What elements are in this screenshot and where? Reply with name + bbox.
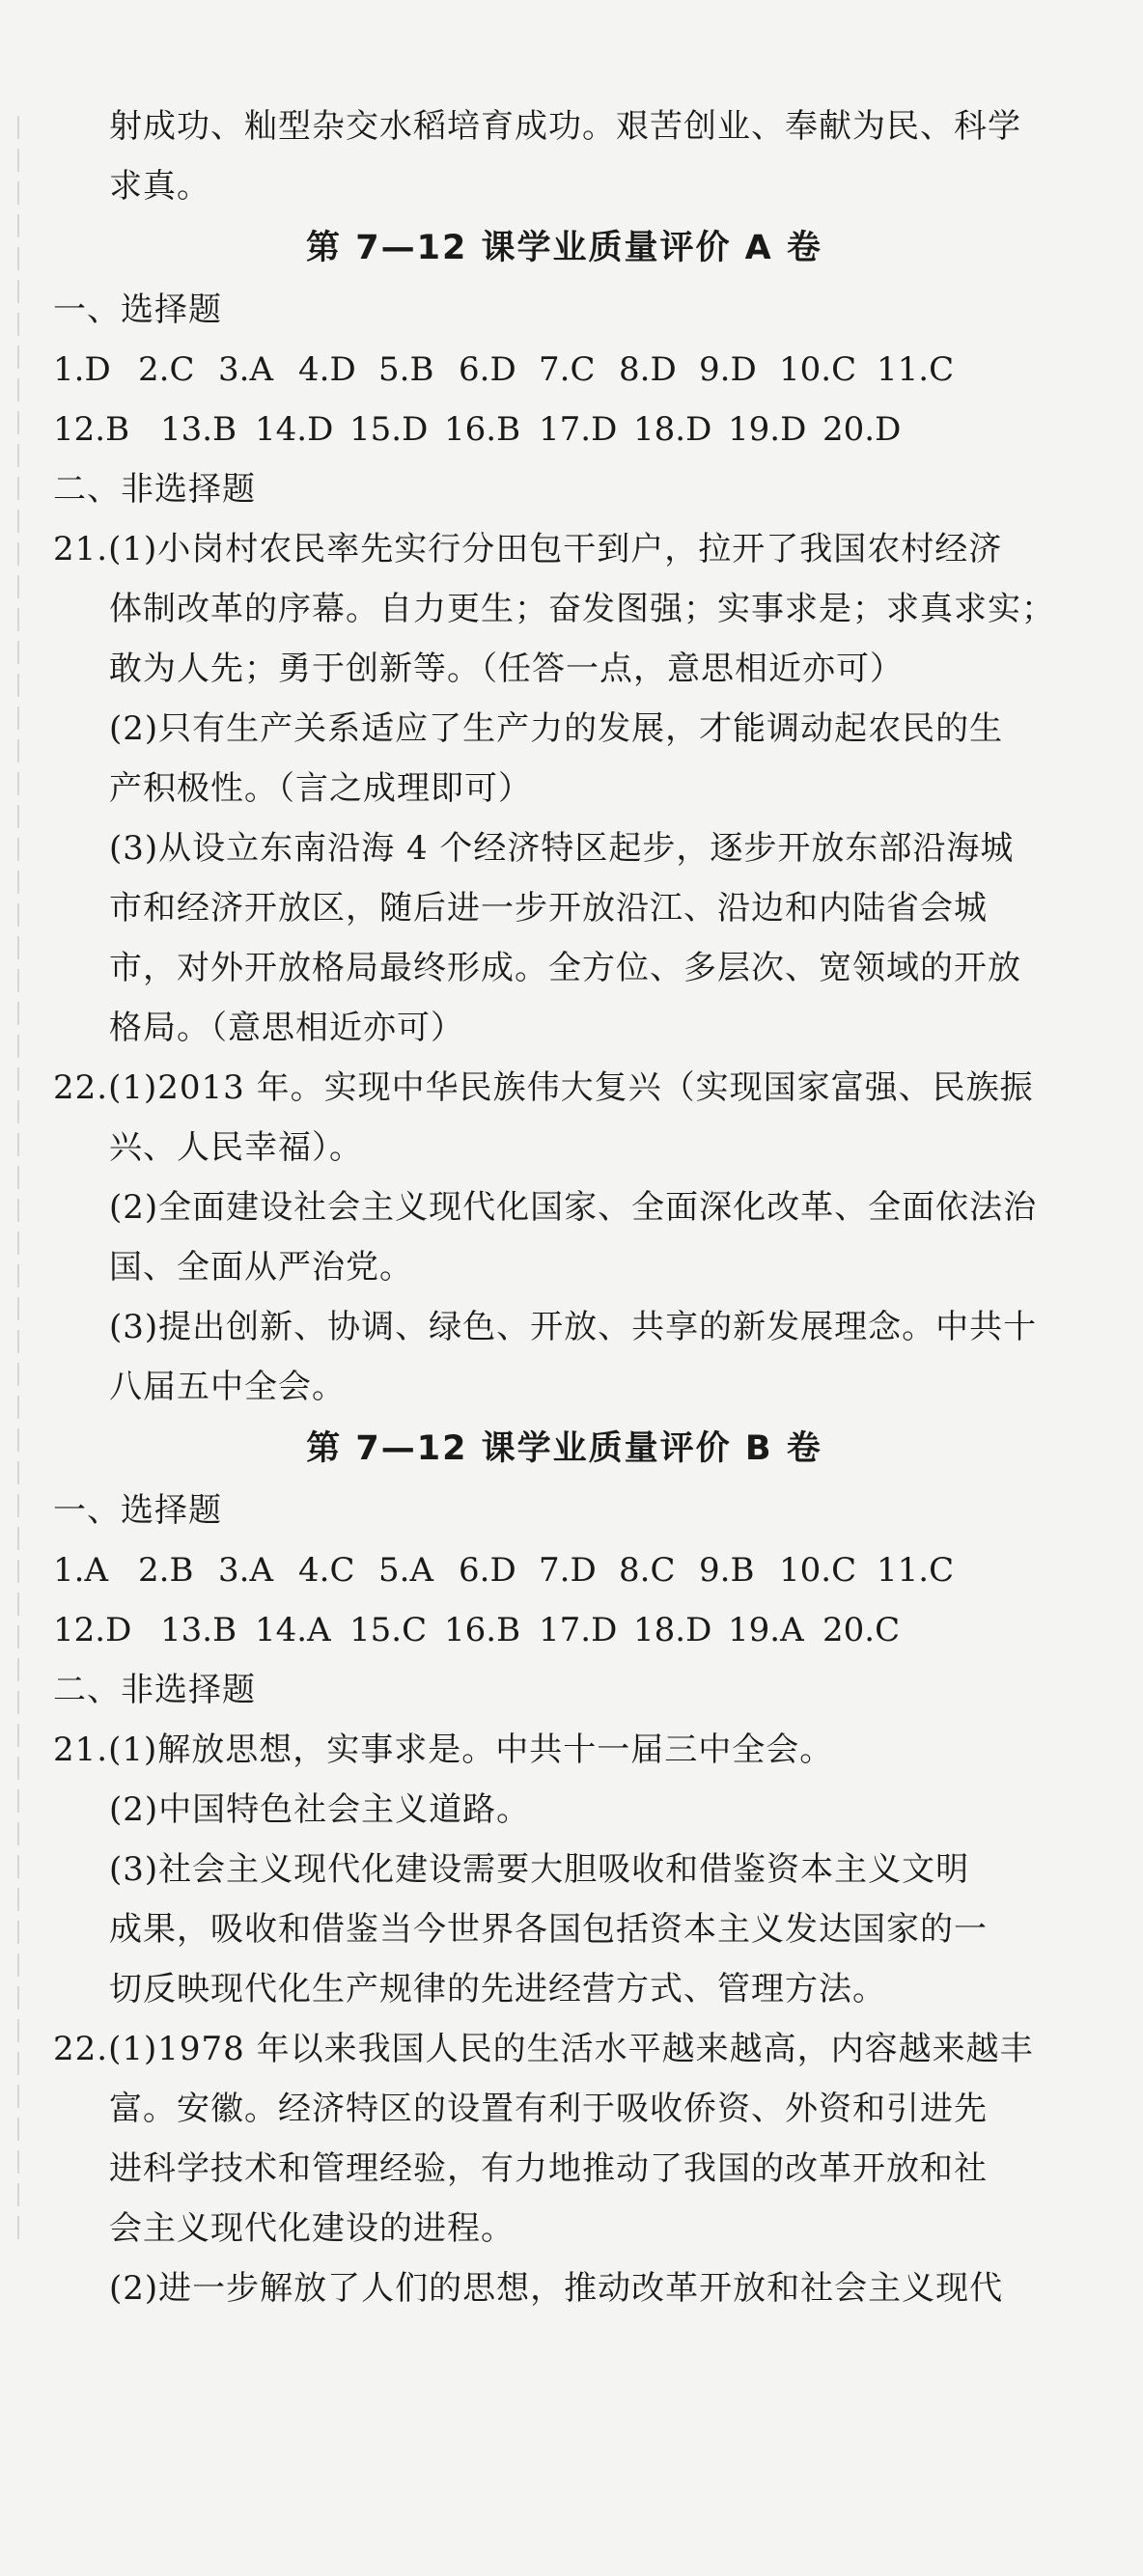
question-22 (53, 2019, 1075, 2318)
text-line: 21.(1)小岗村农民率先实行分田包干到户，拉开了我国农村经济 (53, 530, 1003, 568)
nonchoice-heading: 二、非选择题 (53, 1671, 256, 1709)
answer-item: 5.B (378, 350, 434, 389)
answer-item: 15.D (349, 410, 429, 449)
text-line: (3)提出创新、协调、绿色、开放、共享的新发展理念。中共十 (109, 1308, 1038, 1346)
text-line: 21.(1)解放思想，实事求是。中共十一届三中全会。 (53, 1731, 834, 1769)
text-line: (3)社会主义现代化建设需要大胆吸收和借鉴资本主义文明 (109, 1850, 970, 1889)
text-line: 格局。（意思相近亦可） (109, 1009, 464, 1047)
answer-item: 10.C (779, 350, 857, 389)
answer-item: 14.D (255, 410, 334, 449)
text-line: 进科学技术和管理经验，有力地推动了我国的改革开放和社 (109, 2149, 988, 2188)
text-line: (3)从设立东南沿海 4 个经济特区起步，逐步开放东部沿海城 (109, 829, 1015, 868)
answers-row-1 (53, 340, 1075, 400)
answer-item: 4.D (298, 350, 356, 389)
question-22 (53, 1058, 1075, 1417)
section-b-title: 第 7—12 课学业质量评价 B 卷 (306, 1429, 822, 1468)
text-line: 八届五中全会。 (109, 1368, 346, 1406)
text-line: 成果，吸收和借鉴当今世界各国包括资本主义发达国家的一 (109, 1910, 988, 1949)
answer-item: 13.B (160, 410, 237, 449)
text-line: 产积极性。（言之成理即可） (109, 769, 532, 808)
answer-item: 8.D (619, 350, 677, 389)
answer-item: 13.B (160, 1611, 237, 1649)
text-line: (2)只有生产关系适应了生产力的发展，才能调动起农民的生 (109, 709, 1004, 748)
text-line: 会主义现代化建设的进程。 (109, 2209, 515, 2248)
answer-item: 4.C (298, 1551, 355, 1590)
intro-paragraph (53, 97, 1075, 216)
answer-item: 17.D (539, 410, 618, 449)
answer-item: 18.D (633, 1611, 712, 1649)
section-a (53, 216, 1075, 1417)
answer-item: 9.D (699, 350, 757, 389)
text-line: 射成功、籼型杂交水稻培育成功。艰苦创业、奉献为民、科学 (109, 107, 1021, 146)
text-line: (2)进一步解放了人们的思想，推动改革开放和社会主义现代 (109, 2269, 1004, 2308)
answer-item: 15.C (349, 1611, 428, 1649)
text-line: 市和经济开放区，随后进一步开放沿江、沿边和内陆省会城 (109, 889, 988, 928)
answer-item: 11.C (877, 350, 955, 389)
section-b (53, 1417, 1075, 2318)
answer-item: 19.D (728, 410, 807, 449)
answer-item: 7.C (539, 350, 596, 389)
answer-item: 11.C (877, 1551, 955, 1590)
answers-row-1 (53, 1540, 1075, 1600)
answer-item: 8.C (619, 1551, 676, 1590)
answer-item: 12.B (53, 410, 130, 449)
answer-item: 20.C (822, 1611, 901, 1649)
answer-item: 16.B (444, 410, 521, 449)
text-line: 国、全面从严治党。 (109, 1248, 413, 1287)
answer-item: 2.B (138, 1551, 194, 1590)
answer-item: 14.A (255, 1611, 331, 1649)
answer-item: 5.A (378, 1551, 433, 1590)
answer-item: 3.A (218, 1551, 273, 1590)
answers-row-2 (53, 1600, 1075, 1660)
answer-item: 1.A (53, 1551, 108, 1590)
section-a-title: 第 7—12 课学业质量评价 A 卷 (306, 229, 822, 267)
answer-item: 12.D (53, 1611, 132, 1649)
answer-item: 6.D (459, 1551, 516, 1590)
text-line: 22.(1)2013 年。实现中华民族伟大复兴（实现国家富强、民族振 (53, 1068, 1034, 1107)
text-line: (2)中国特色社会主义道路。 (109, 1790, 531, 1829)
text-line: 体制改革的序幕。自力更生；奋发图强；实事求是；求真求实； (109, 590, 1055, 628)
text-line: 22.(1)1978 年以来我国人民的生活水平越来越高，内容越来越丰 (53, 2030, 1034, 2068)
text-line: 富。安徽。经济特区的设置有利于吸收侨资、外资和引进先 (109, 2090, 988, 2128)
text-line: 兴、人民幸福）。 (109, 1128, 363, 1167)
answers-row-2 (53, 400, 1075, 459)
answer-item: 18.D (633, 410, 712, 449)
text-line: 求真。 (109, 167, 210, 206)
text-line: 市，对外开放格局最终形成。全方位、多层次、宽领域的开放 (109, 949, 1021, 987)
answer-item: 2.C (138, 350, 195, 389)
text-line: 敢为人先；勇于创新等。（任答一点，意思相近亦可） (109, 650, 904, 688)
answer-item: 16.B (444, 1611, 521, 1649)
question-21 (53, 1720, 1075, 2019)
nonchoice-heading: 二、非选择题 (53, 470, 256, 509)
answer-item: 7.D (539, 1551, 597, 1590)
choice-heading: 一、选择题 (53, 291, 222, 329)
question-21 (53, 519, 1075, 1058)
answer-item: 10.C (779, 1551, 857, 1590)
answer-item: 19.A (728, 1611, 804, 1649)
answer-item: 20.D (822, 410, 902, 449)
text-line: (2)全面建设社会主义现代化国家、全面深化改革、全面依法治 (109, 1188, 1038, 1227)
answer-item: 9.B (699, 1551, 755, 1590)
choice-heading: 一、选择题 (53, 1491, 222, 1530)
answer-item: 6.D (459, 350, 516, 389)
answer-item: 17.D (539, 1611, 618, 1649)
answer-item: 3.A (218, 350, 273, 389)
answer-item: 1.D (53, 350, 111, 389)
text-line: 切反映现代化生产规律的先进经营方式、管理方法。 (109, 1970, 886, 2008)
